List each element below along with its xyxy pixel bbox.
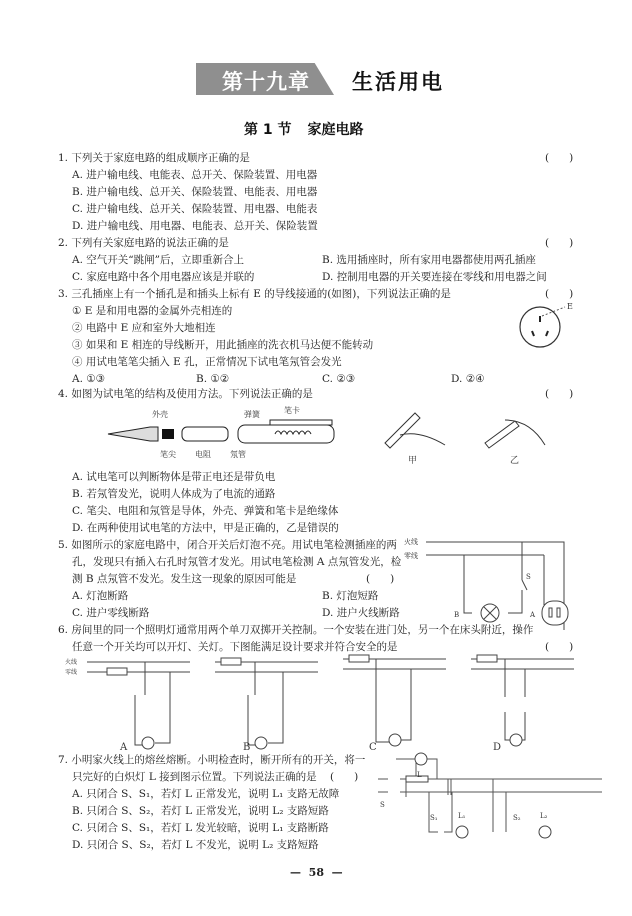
q1-option-a: A. 进户输电线、电能表、总开关、保险装置、用电器 (72, 169, 318, 181)
q2-option-a: A. 空气开关“跳闸”后，立即重新合上 (72, 254, 244, 266)
q4-answer-blank: ( ) (545, 388, 574, 400)
option-b-label: B (243, 742, 251, 753)
q1-answer-blank: ( ) (545, 152, 574, 164)
q4-option-c: C. 笔尖、电阻和氖管是导体，外壳、弹簧和笔卡是绝缘体 (72, 505, 339, 517)
q5-option-d: D. 进户火线断路 (322, 607, 400, 619)
label-tip: 笔尖 (160, 450, 176, 459)
label-resistor: 电阻 (195, 450, 211, 459)
q6-circuit-options (65, 655, 585, 755)
q3-option-a: A. ①③ (72, 373, 106, 385)
q7-answer-blank: ( ) (330, 771, 359, 783)
label-yi: 乙 (510, 456, 520, 466)
q3-option-c: C. ②③ (322, 373, 356, 385)
q3-option-b: B. ①② (196, 373, 230, 385)
q6-stem-line1: 6. 房间里的同一个照明灯通常用两个单刀双掷开关控制。一个安装在进门处，另一个在床头附近，操作 (58, 624, 534, 636)
q5-option-c: C. 进户零线断路 (72, 607, 150, 619)
q6-circuit-c (343, 655, 446, 753)
page-number: — 58 — (290, 866, 343, 879)
q2-option-d: D. 控制用电器的开关要连接在零线和用电器之间 (322, 271, 547, 283)
q4-option-b: B. 若氖管发光，说明人体成为了电流的通路 (72, 488, 276, 500)
label-neon: 氖管 (230, 450, 246, 459)
q6-circuit-b (215, 658, 318, 753)
q7-stem-line1: 7. 小明家火线上的熔丝熔断。小明检查时，断开所有的开关，将一 (58, 754, 366, 766)
option-c-label: C (369, 742, 377, 753)
q2-option-b: B. 选用插座时，所有家用电器都使用两孔插座 (322, 254, 536, 266)
switch-s-label: S (380, 801, 385, 809)
q6-stem-line2: 任意一个开关均可以开灯、关灯。下图能满足设计要求并符合安全的是 (72, 641, 398, 653)
label-jia: 甲 (408, 456, 418, 466)
q2-option-c: C. 家庭电路中各个用电器应该是并联的 (72, 271, 255, 283)
q5-circuit-figure (404, 535, 564, 625)
q5-stem-line1: 5. 如图所示的家庭电路中，闭合开关后灯泡不亮。用试电笔检测插座的两 (58, 539, 397, 551)
q6-answer-blank: ( ) (545, 641, 574, 653)
option-a-label: A (120, 742, 128, 753)
q1-stem: 1. 下列关于家庭电路的组成顺序正确的是 (58, 152, 250, 164)
section-name: 家庭电路 (307, 122, 364, 138)
socket-e-label: E (567, 302, 573, 311)
q5-answer-blank: ( ) (366, 573, 395, 585)
q6-circuit-d (471, 655, 574, 753)
test-pen-figure (100, 405, 560, 465)
q5-stem-line2: 孔，发现只有插入右孔时氖管才发光。用试电笔检测 A 点氖管发光，检 (72, 556, 402, 568)
point-a-label: A (530, 611, 536, 619)
q5-stem-line3: 测 B 点氖管不发光。发生这一现象的原因可能是 (72, 573, 297, 585)
live-wire-label: 火线 (404, 538, 418, 546)
q1-option-c: C. 进户输电线、总开关、保险装置、用电器、电能表 (72, 203, 318, 215)
chapter-label: 第十九章 (222, 70, 310, 94)
switch-s1-label: S₁ (430, 814, 438, 822)
q3-statement-1: ① E 是和用电器的金属外壳相连的 (72, 305, 233, 317)
lamp-l-label: L (417, 771, 422, 779)
q3-option-d: D. ②④ (451, 373, 485, 385)
q7-circuit-figure (368, 752, 588, 837)
point-b-label: B (454, 611, 460, 619)
q6-circuit-a (65, 658, 190, 753)
section-label: 第 1 节 (244, 122, 292, 138)
q2-answer-blank: ( ) (545, 237, 574, 249)
q3-answer-blank: ( ) (545, 288, 574, 300)
switch-s-label: S (526, 573, 531, 581)
chapter-title: 生活用电 (352, 70, 444, 94)
q4-option-d: D. 在两种使用试电笔的方法中，甲是正确的，乙是错误的 (72, 522, 339, 534)
q2-stem: 2. 下列有关家庭电路的说法正确的是 (58, 237, 229, 249)
label-shell: 外壳 (152, 410, 168, 419)
q1-option-d: D. 进户输电线、用电器、电能表、总开关、保险装置 (72, 220, 318, 232)
q3-stem: 3. 三孔插座上有一个插孔是和插头上标有 E 的导线接通的(如图)，下列说法正确的是 (58, 288, 451, 300)
lamp-l2-label: L₂ (540, 812, 548, 820)
lamp-l1-label: L₁ (458, 812, 466, 820)
q7-option-a: A. 只闭合 S、S₁，若灯 L 正常发光，说明 L₁ 支路无故障 (72, 788, 340, 800)
q7-option-d: D. 只闭合 S、S₂，若灯 L 不发光，说明 L₂ 支路短路 (72, 839, 319, 851)
neutral-label: 零线 (65, 669, 78, 676)
live-label: 火线 (65, 659, 78, 666)
q7-option-c: C. 只闭合 S、S₁，若灯 L 发光较暗，说明 L₁ 支路断路 (72, 822, 329, 834)
section-title (244, 119, 364, 139)
q3-statement-2: ② 电路中 E 应和室外大地相连 (72, 322, 216, 334)
switch-s2-label: S₂ (513, 814, 521, 822)
q5-option-a: A. 灯泡断路 (72, 590, 129, 602)
neutral-wire-label: 零线 (404, 552, 418, 560)
q1-option-b: B. 进户输电线、总开关、保险装置、电能表、用电器 (72, 186, 318, 198)
q3-statement-4: ④ 用试电笔笔尖插入 E 孔，正常情况下试电笔氖管会发光 (72, 356, 342, 368)
label-spring: 弹簧 (244, 410, 260, 419)
q7-stem-line2: 只完好的白炽灯 L 接到图示位置。下列说法正确的是 (72, 771, 317, 783)
q4-option-a: A. 试电笔可以判断物体是带正电还是带负电 (72, 471, 276, 483)
three-pin-socket-figure (515, 302, 585, 352)
option-d-label: D (493, 742, 502, 753)
q3-statement-3: ③ 如果和 E 相连的导线断开，用此插座的洗衣机马达便不能转动 (72, 339, 374, 351)
q4-stem: 4. 如图为试电笔的结构及使用方法。下列说法正确的是 (58, 388, 313, 400)
label-clip: 笔卡 (284, 406, 300, 415)
q5-option-b: B. 灯泡短路 (322, 590, 379, 602)
q7-option-b: B. 只闭合 S、S₂，若灯 L 正常发光，说明 L₂ 支路短路 (72, 805, 329, 817)
